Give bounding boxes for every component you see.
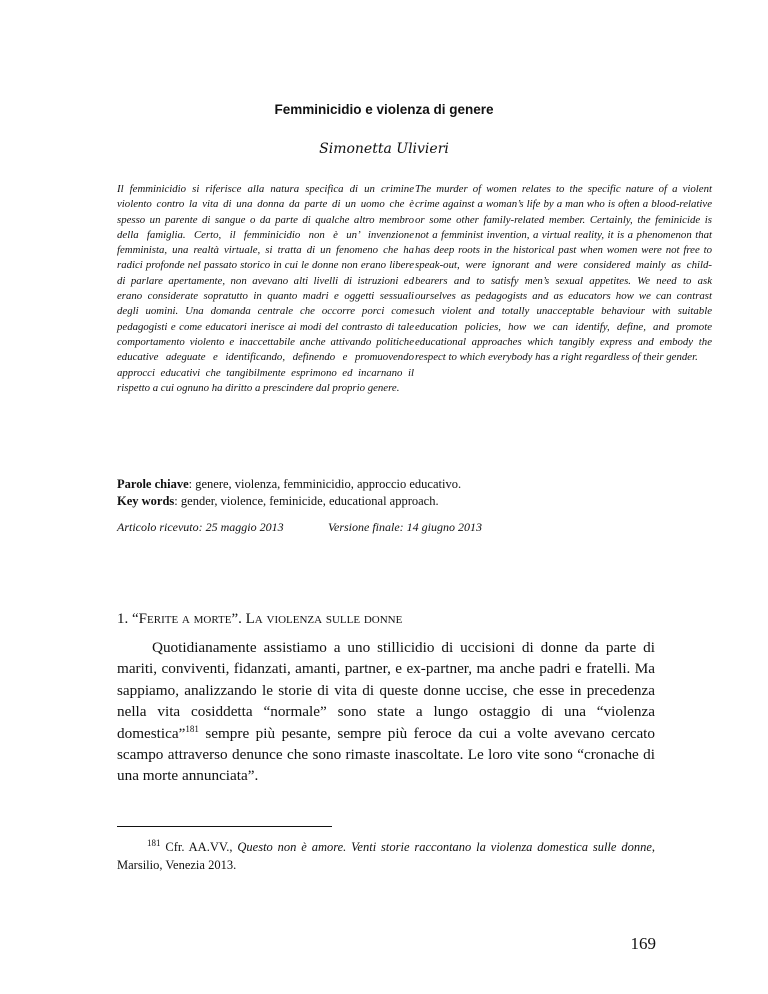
- footnote-suffix: , Marsilio, Venezia 2013.: [117, 840, 655, 872]
- footnote-reference[interactable]: 181: [185, 723, 199, 734]
- article-dates: [117, 520, 677, 535]
- keywords-block: [117, 476, 677, 510]
- keywords-italian-label: Parole chiave: [117, 477, 189, 491]
- keywords-italian-value: : genere, violenza, femminicidio, approccio educativo.: [188, 477, 462, 491]
- body-text-after-note: sempre più pesante, sempre più feroce da cui a volte avevano cercato scampo attraverso denunce che sono rimaste inascoltate. Le loro vite sono “cronache di una morte annunciata”.: [117, 724, 655, 785]
- section-heading-separator: ”.: [231, 611, 246, 627]
- section-heading: [117, 611, 677, 628]
- page-number: 169: [630, 934, 656, 953]
- date-final-version: Versione finale: 14 giugno 2013: [328, 520, 482, 534]
- footnote-number: 181: [147, 837, 161, 848]
- keywords-italian: [117, 476, 677, 493]
- keywords-english-label: Key words: [117, 494, 175, 508]
- abstract-italian: Il femminicidio si riferisce alla natura specifica di un crimine violento contro la vita di una donna da parte di un uomo che è spesso un parente di sangue o da parte di qualche altro membro della famiglia. Certo, il femminicidio non è un’ invenzione femminista, una realtà virtuale, si tratta di un fenomeno che ha radici profonde nel passato storico in cui le donne non erano libere di parlare apertamente, non avevano alti livelli di istruzioni ed erano considerate sopratutto in quanto madri e oggetti sessuali degli uomini. Una domanda centrale che occorre porci come pedagogisti e come educatori inerisce ai modi del contrasto di tale comportamento violento e inaccettabile anche attivando politiche educative adeguate e identificando, definendo e promuovendo approcci educativi che tangibilmente esprimono ed incarnano il rispetto a cui ognuno ha diritto a prescindere dal proprio genere.: [117, 183, 414, 394]
- section-heading-part1: Ferite a morte: [138, 611, 232, 627]
- footnote-prefix: Cfr. AA.VV.,: [160, 840, 238, 854]
- keywords-english: [117, 493, 677, 510]
- article-title: Femminicidio e violenza di genere: [274, 102, 494, 117]
- abstract-english: The murder of women relates to the specific nature of a violent crime against a woman’s life by a man who is often a blood-relative or some other family-related member. Certainly, the feminicide is not a femminist invention, a virtual reality, it is a phenomenon that has deep roots in the historical past when women were not free to speak-out, were ignorant and were considered mainly as child-bearers and to satisfy men’s sexual appetites. We need to ask ourselves as pedagogists and as educators how we can contrast such violent and totally unacceptable behaviour with suitable education policies, how we can identify, define, and promote educational approaches which tangibly express and embody the respect to which everybody has a right regardless of their gender.: [415, 183, 712, 364]
- body-text-before-note: Quotidianamente assistiamo a uno stillicidio di uccisioni di donne da parte di mariti, conviventi, fidanzati, amanti, partner, e ex-partner, ma anche padri e fratelli. Ma sappiamo, analizzando le storie di vita di queste donne uccise, che esse in precedenza nella vita cosiddetta “normale” sono state a lungo ostaggio di una “violenza domestica”: [117, 639, 655, 742]
- footnote: [117, 838, 655, 874]
- section-heading-number: 1. “: [117, 611, 139, 627]
- footnote-separator: [117, 826, 332, 827]
- date-received: Articolo ricevuto: 25 maggio 2013: [117, 520, 284, 534]
- section-body-paragraph: [117, 637, 655, 787]
- article-author: Simonetta Ulivieri: [319, 141, 449, 157]
- footnote-book-title: Questo non è amore. Venti storie raccontano la violenza domestica sulle donne: [237, 840, 652, 854]
- section-heading-part2: La violenza sulle donne: [245, 611, 403, 627]
- keywords-english-value: : gender, violence, feminicide, educational approach.: [174, 494, 439, 508]
